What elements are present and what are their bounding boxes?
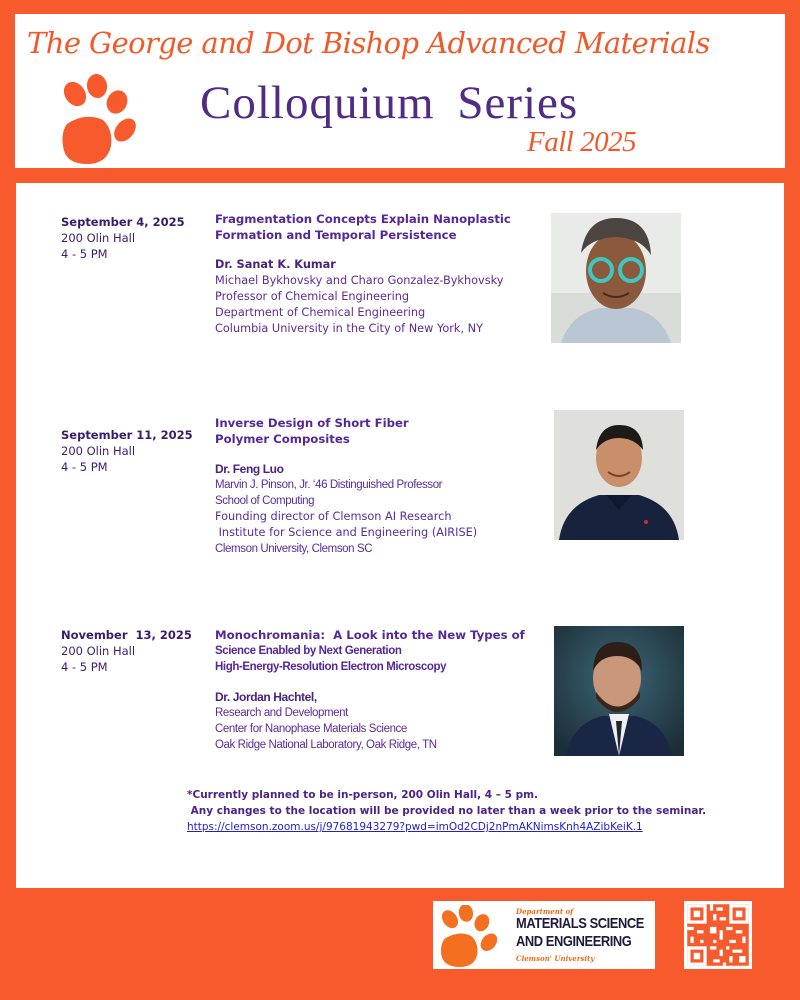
affiliation-line: Center for Nanophase Materials Science — [215, 723, 407, 735]
talk-details — [215, 627, 525, 753]
paw-logo-icon — [437, 905, 509, 967]
series-sponsor-title: The George and Dot Bishop Advanced Materials — [27, 26, 710, 60]
affiliation-line: Columbia University in the City of New York, NY — [215, 322, 483, 335]
speaker-photo — [554, 626, 684, 756]
talk-title-line: Monochromania: A Look into the New Types of — [215, 628, 525, 642]
affiliation-line: Oak Ridge National Laboratory, Oak Ridge, TN — [215, 739, 437, 751]
speaker-name: Dr. Jordan Hachtel, — [215, 690, 317, 704]
speaker-photo — [551, 213, 681, 343]
affiliation-line: Institute for Science and Engineering (AIRISE) — [215, 526, 478, 539]
speaker-name: Dr. Sanat K. Kumar — [215, 258, 336, 271]
talk-when — [61, 627, 192, 675]
talk-time: 4 - 5 PM — [61, 247, 108, 261]
talk-title-line: Formation and Temporal Persistence — [215, 228, 457, 242]
talk-when — [61, 427, 193, 475]
talk-title-line: High-Energy-Resolution Electron Microscopy — [215, 661, 447, 673]
talk-title-line: Polymer Composites — [215, 432, 350, 446]
series-title: Colloquium Series — [200, 77, 579, 129]
talk-date: September 11, 2025 — [61, 428, 193, 442]
affiliation-line: Michael Bykhovsky and Charo Gonzalez-Bykhovsky — [215, 274, 504, 287]
talk-date: September 4, 2025 — [61, 215, 185, 229]
talk-date: November 13, 2025 — [61, 628, 192, 642]
logo-line: MATERIALS SCIENCE — [516, 915, 644, 932]
speaker-photo — [554, 410, 684, 540]
semester-label: Fall 2025 — [527, 126, 637, 158]
affiliation-line: Clemson University, Clemson SC — [215, 543, 373, 555]
attendance-note — [187, 787, 706, 835]
qr-code-icon[interactable] — [684, 901, 752, 969]
logo-dept-label: Department of — [516, 907, 574, 916]
note-line: *Currently planned to be in-person, 200 Olin Hall, 4 – 5 pm. — [187, 789, 539, 801]
talk-details — [215, 211, 511, 337]
paw-logo-icon — [57, 74, 137, 166]
zoom-link[interactable]: https://clemson.zoom.us/j/97681943279?pwd=imOd2CDj2nPmAKNimsKnh4AZibKeiK.1 — [187, 821, 643, 833]
header-banner — [15, 14, 785, 168]
speaker-name: Dr. Feng Luo — [215, 462, 284, 476]
schedule-panel — [16, 183, 784, 888]
affiliation-line: Marvin J. Pinson, Jr. ‘46 Distinguished Professor — [215, 479, 443, 491]
affiliation-line: Department of Chemical Engineering — [215, 306, 426, 319]
talk-title-line: Inverse Design of Short Fiber — [215, 416, 409, 430]
logo-line: AND ENGINEERING — [516, 933, 632, 950]
talk-room: 200 Olin Hall — [61, 444, 136, 458]
talk-title-line: Science Enabled by Next Generation — [215, 645, 402, 657]
talk-room: 200 Olin Hall — [61, 644, 136, 658]
talk-details — [215, 415, 477, 557]
talk-when — [61, 214, 185, 262]
affiliation-line: Professor of Chemical Engineering — [215, 290, 410, 303]
talk-title-line: Fragmentation Concepts Explain Nanoplastic — [215, 212, 511, 226]
department-logo — [433, 901, 655, 969]
talk-room: 200 Olin Hall — [61, 231, 136, 245]
note-line: Any changes to the location will be provided no later than a week prior to the seminar. — [187, 805, 707, 817]
affiliation-line: School of Computing — [215, 495, 315, 507]
talk-time: 4 - 5 PM — [61, 460, 108, 474]
logo-university: Clemson' University — [516, 954, 595, 963]
talk-time: 4 - 5 PM — [61, 660, 108, 674]
affiliation-line: Research and Development — [215, 707, 348, 719]
affiliation-line: Founding director of Clemson AI Research — [215, 510, 452, 523]
